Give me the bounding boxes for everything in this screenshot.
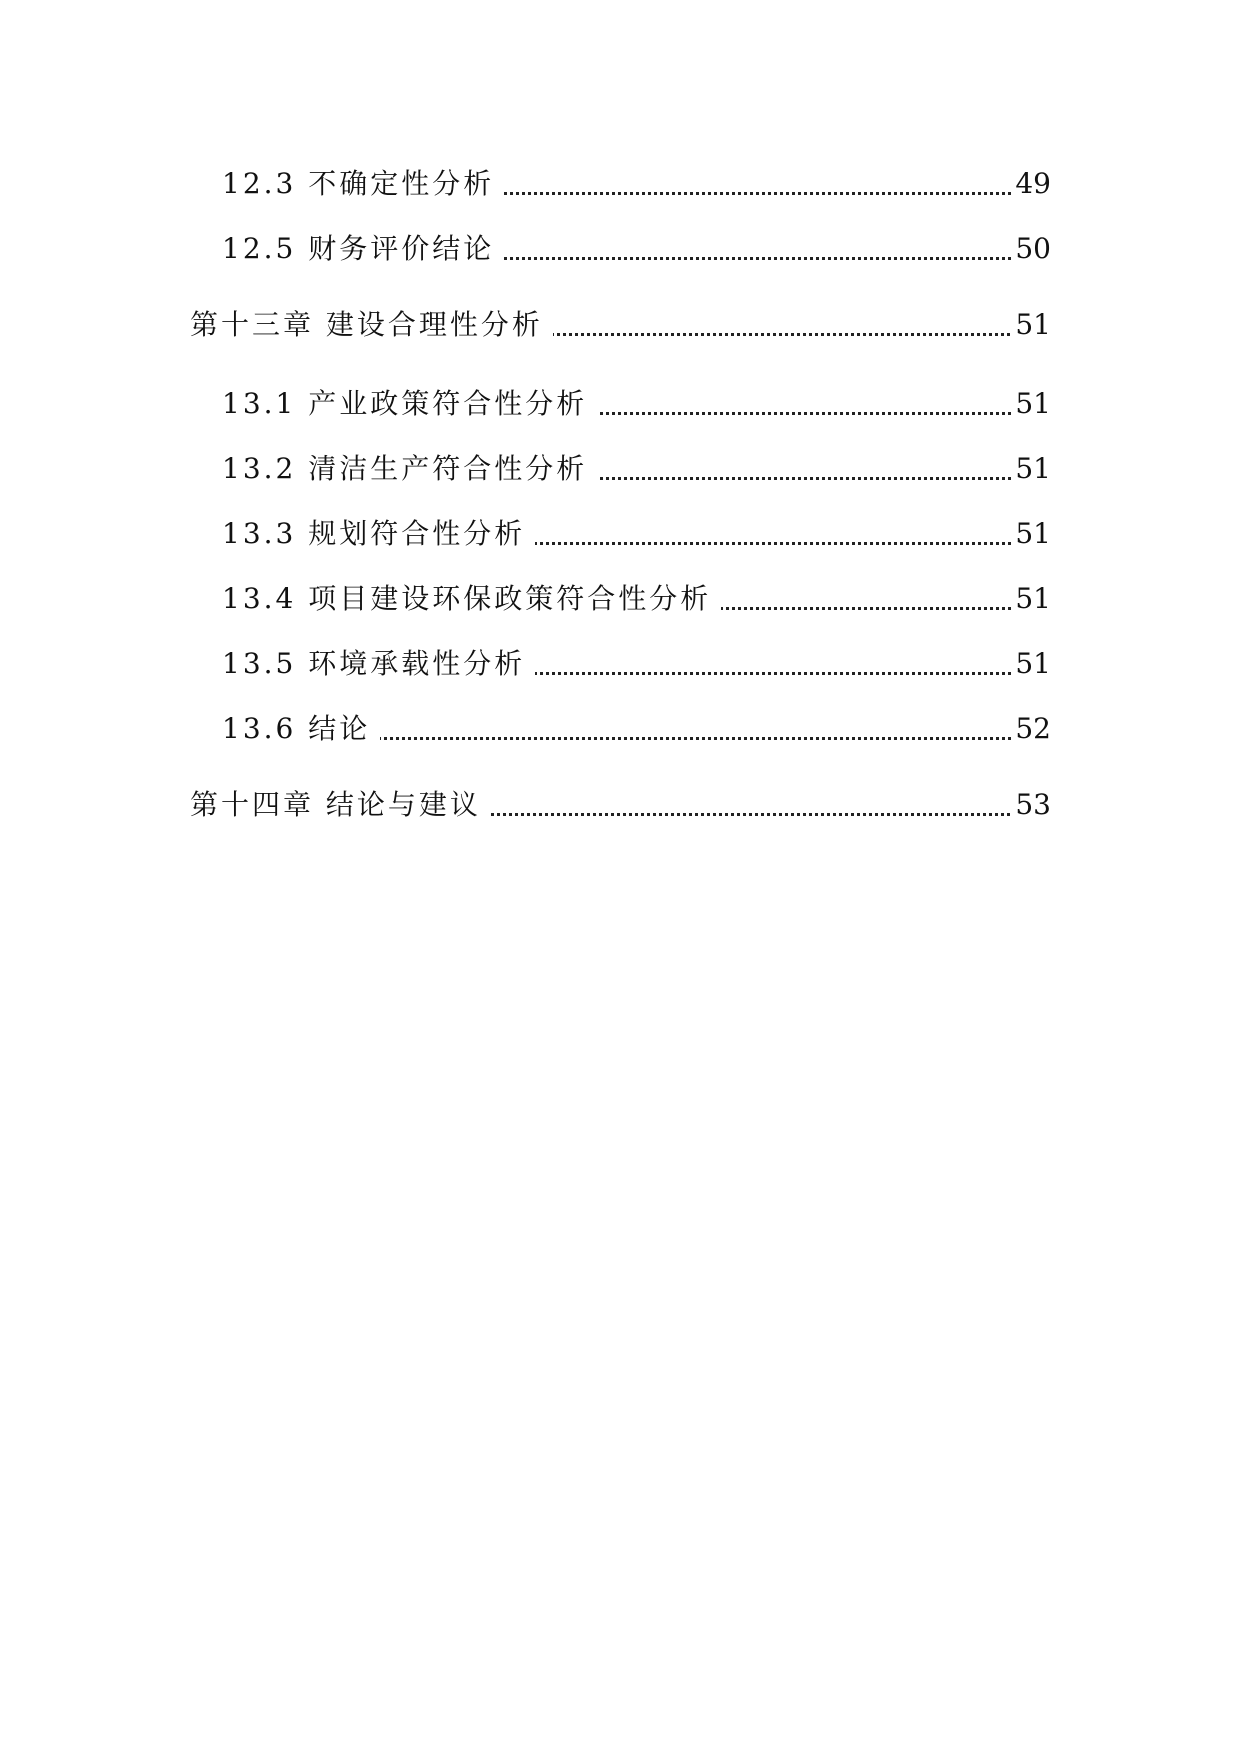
toc-entry-12-5[interactable] [0,227,1241,271]
toc-entry-13-4[interactable] [0,577,1241,621]
toc-entry-page-number: 53 [1011,783,1051,827]
toc-entry-page-number: 51 [1011,642,1051,686]
toc-entry-12-3[interactable] [0,162,1241,206]
toc-entry-13-6[interactable] [0,707,1241,751]
toc-entry-13-3[interactable] [0,512,1241,556]
toc-entry-page-number: 52 [1011,707,1051,751]
toc-entry-title: 13.3 规划符合性分析 [222,512,535,556]
toc-entry-title: 第十四章 结论与建议 [190,783,491,827]
toc-entry-page-number: 51 [1011,512,1051,556]
toc-entry-title: 13.4 项目建设环保政策符合性分析 [222,577,721,621]
toc-entry-page-number: 50 [1011,227,1051,271]
toc-entry-13-2[interactable] [0,447,1241,491]
toc-entry-chapter-13[interactable] [0,303,1241,347]
toc-entry-page-number: 51 [1011,382,1051,426]
toc-entry-page-number: 49 [1011,162,1051,206]
toc-entry-title: 12.3 不确定性分析 [222,162,504,206]
toc-entry-13-1[interactable] [0,382,1241,426]
toc-entry-title: 第十三章 建设合理性分析 [190,303,553,347]
toc-entry-chapter-14[interactable] [0,783,1241,827]
toc-entry-title: 13.6 结论 [222,707,380,751]
toc-entry-page-number: 51 [1011,303,1051,347]
toc-entry-title: 13.5 环境承载性分析 [222,642,535,686]
toc-entry-page-number: 51 [1011,447,1051,491]
toc-entry-title: 13.1 产业政策符合性分析 [222,382,597,426]
toc-entry-page-number: 51 [1011,577,1051,621]
toc-entry-title: 13.2 清洁生产符合性分析 [222,447,597,491]
toc-entry-13-5[interactable] [0,642,1241,686]
toc-entry-title: 12.5 财务评价结论 [222,227,504,271]
